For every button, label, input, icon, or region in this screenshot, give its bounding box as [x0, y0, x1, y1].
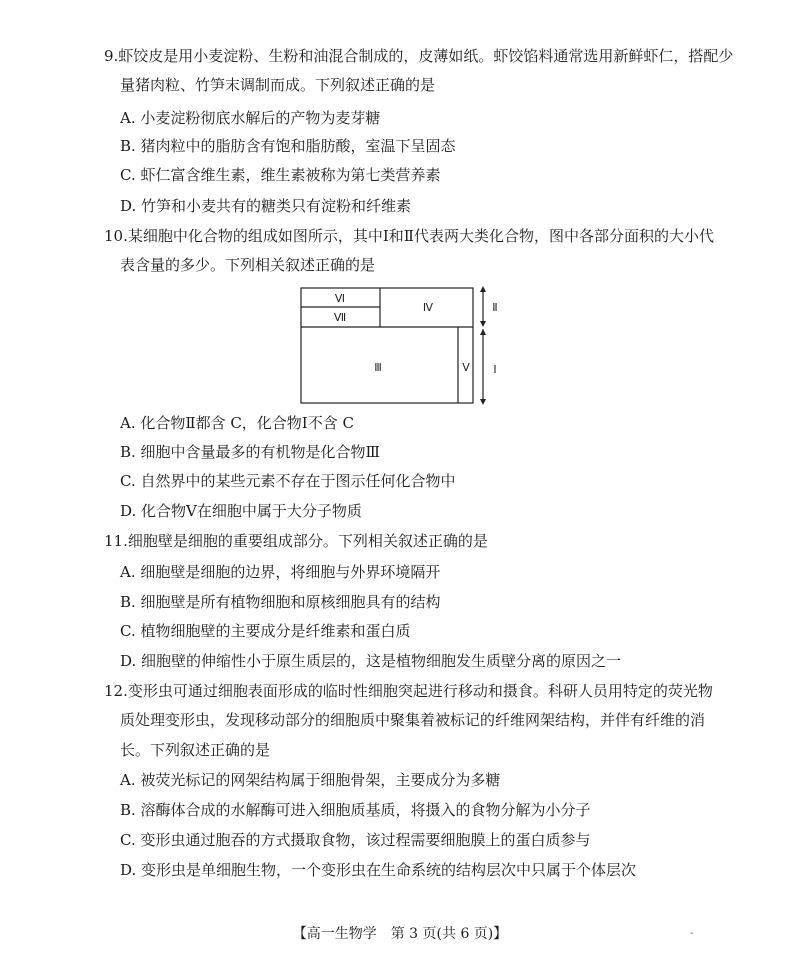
- q12-stem-line-3: 长。下列叙述正确的是: [120, 741, 271, 759]
- q11-option-a: A. 细胞壁是细胞的边界，将细胞与外界环境隔开: [120, 563, 441, 581]
- q9-stem-line-2: 量猪肉粒、竹笋末调制而成。下列叙述正确的是: [120, 76, 436, 94]
- q11-option-d: D. 细胞壁的伸缩性小于原生质层的，这是植物细胞发生质壁分离的原因之一: [120, 652, 622, 670]
- q9-option-a: A. 小麦淀粉彻底水解后的产物为麦芽糖: [120, 109, 381, 127]
- q11-option-c: C. 植物细胞壁的主要成分是纤维素和蛋白质: [120, 622, 411, 640]
- q9-option-c: C. 虾仁富含维生素，维生素被称为第七类营养素: [120, 166, 441, 184]
- bracket-i-arrow-top: [480, 329, 486, 335]
- q12-stem-line-2: 质处理变形虫，发现移动部分的细胞质中聚集着被标记的纤维网架结构，并伴有纤维的消: [120, 711, 706, 729]
- q9-stem-line-1: 9.虾饺皮是用小麦淀粉、生粉和油混合制成的，皮薄如纸。虾饺馅料通常选用新鲜虾仁，搭配少: [104, 47, 734, 65]
- q11-option-b: B. 细胞壁是所有植物细胞和原核细胞具有的结构: [120, 593, 441, 611]
- q9-option-b: B. 猪肉粒中的脂肪含有饱和脂肪酸，室温下呈固态: [120, 137, 456, 155]
- label-iii: Ⅲ: [374, 362, 382, 374]
- corner-mark: -: [690, 928, 694, 939]
- q10-stem-line-1: 10.某细胞中化合物的组成如图所示，其中Ⅰ和Ⅱ代表两大类化合物，图中各部分面积的大小代: [104, 227, 714, 245]
- diagram-outer-box: [301, 288, 473, 403]
- q12-option-c: C. 变形虫通过胞吞的方式摄取食物，该过程需要细胞膜上的蛋白质参与: [120, 831, 591, 849]
- compound-composition-diagram: [300, 283, 505, 407]
- q10-option-b: B. 细胞中含量最多的有机物是化合物Ⅲ: [120, 443, 381, 461]
- q10-option-a: A. 化合物Ⅱ都含 C，化合物Ⅰ不含 C: [120, 414, 354, 432]
- q10-option-c: C. 自然界中的某些元素不存在于图示任何化合物中: [120, 472, 456, 490]
- page-footer: 【高一生物学 第 3 页(共 6 页)】: [292, 926, 508, 942]
- q9-option-d: D. 竹笋和小麦共有的糖类只有淀粉和纤维素: [120, 197, 412, 215]
- q12-option-d: D. 变形虫是单细胞生物，一个变形虫在生命系统的结构层次中只属于个体层次: [120, 861, 637, 879]
- q12-stem-line-1: 12.变形虫可通过细胞表面形成的临时性细胞突起进行移动和摄食。科研人员用特定的荧光物: [104, 682, 713, 700]
- q11-stem: 11.细胞壁是细胞的重要组成部分。下列相关叙述正确的是: [104, 532, 488, 550]
- label-iv: Ⅳ: [422, 302, 434, 314]
- bracket-i-arrow-bottom: [480, 399, 486, 405]
- q10-stem-line-2: 表含量的多少。下列相关叙述正确的是: [120, 256, 376, 274]
- bracket-ii-arrow-top: [480, 286, 486, 292]
- label-i-bracket: Ⅰ: [493, 364, 497, 376]
- label-ii-bracket: Ⅱ: [492, 302, 498, 314]
- label-v: Ⅴ: [462, 362, 470, 374]
- q12-option-b: B. 溶酶体合成的水解酶可进入细胞质基质，将摄入的食物分解为小分子: [120, 801, 591, 819]
- q12-option-a: A. 被荧光标记的网架结构属于细胞骨架，主要成分为多糖: [120, 771, 501, 789]
- q10-option-d: D. 化合物Ⅴ在细胞中属于大分子物质: [120, 502, 362, 520]
- label-vi: Ⅵ: [334, 293, 346, 305]
- bracket-ii-arrow-bottom: [480, 321, 486, 327]
- label-vii: Ⅶ: [333, 312, 347, 324]
